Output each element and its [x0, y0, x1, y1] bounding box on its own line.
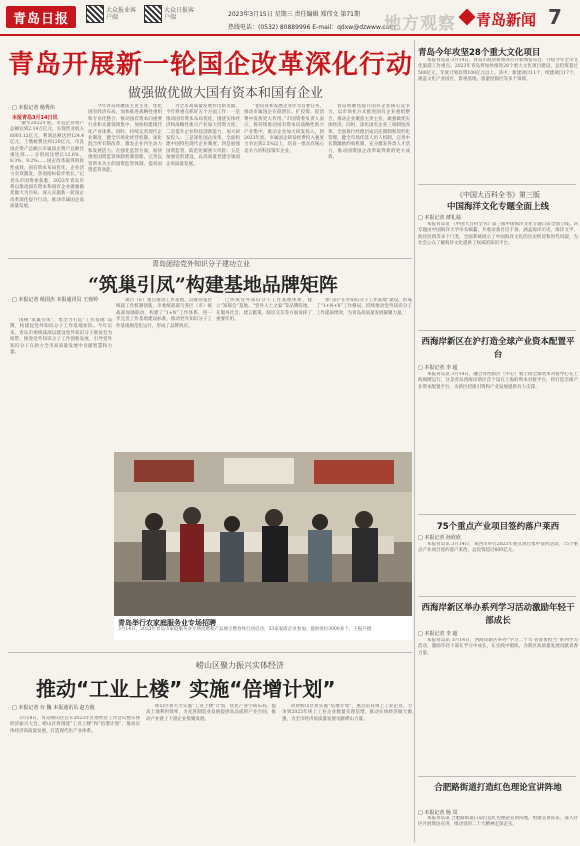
divider: [8, 652, 412, 653]
lead-dateline: 本报青岛3月14日讯: [12, 115, 58, 121]
job-fair-photo: [114, 452, 412, 616]
right-item5-byline: □ 本报记者 李 超: [418, 631, 458, 637]
divider: [418, 514, 576, 515]
right-item6-title: 合肥路街道打造红色理论宣讲阵地: [434, 783, 562, 793]
lead-subhead: 做强做优做大国有资本和国有企业: [128, 86, 324, 101]
right-item3-text: 本报青岛讯 3月14日，融合青西新区（中心）暨上海全球资本对接中心在上海揭牌运行，这是青岛西海岸新区首个设在上海的资本对接平台，将打造全球产业资本配置平台，为新区招商引资和产业发展提供有力支撑。: [418, 372, 578, 390]
story2-kicker: 青岛团结党外知识分子建功立业: [152, 260, 250, 268]
lead-byline: □ 本报记者 杨秀伟: [12, 105, 55, 111]
masthead: [0, 0, 580, 36]
right-item2-kicker: 《中国大百科全书》第三版: [456, 191, 540, 199]
divider: [418, 330, 576, 331]
right-item2-title: 中国海洋文化专题全面上线: [446, 202, 549, 212]
brand-diamond-icon: [459, 9, 476, 26]
story3-column-2: 崂山区将大力实施“工业上楼”计划，优化产业空间布局，提高土地利用效率，为先进制造业发展提供高品质的产业空间，推动产业链上下游企业集聚发展。: [146, 704, 276, 722]
right-item5-title: 西海岸新区举办系列学习活动激励年轻干部成长: [421, 603, 575, 626]
right-item4-text: 本报青岛讯 3月14日，莱西市举行2023年重点项目集中签约活动，75个重点产业项目签约落户莱西，总投资超过600亿元。: [418, 542, 578, 554]
story2-column-1: 国统“筑巢引凤”，集全力打造“工作基地”品牌，构建起党外知识分子工作基地矩阵。今年以来，青岛市委统战部以建设党外知识分子联谊会为纽带，推进党外知识分子工作创新发展，引导党外知识分子在助力全市高质量发展中贡献智慧和力量。: [10, 318, 112, 356]
section-name: 地方观察: [384, 14, 456, 34]
story2-headline: “筑巢引凤”构建基地品牌矩阵: [88, 274, 338, 296]
story2-column-2: 项目（E）重点推动工作基地，以推动基层统战工作机制创新，市委统战部与各区（市）统战部加强联动，构建了“1+N”工作体系，进一步完善工作基地建设标准，推动党外知识分子工作基地规范化运行，形成了品牌效应。: [116, 298, 212, 329]
lead-column-2: 今年青岛将聚焦主责主业，优化国有经济布局，加快推进战略性重组和专业化整合，推动国有资本向重要行业和关键领域集中，加快构建现代化产业体系。同时，持续完善现代企业制度，健全市场化经营机制，深化混合所有制改革，激发企业内生动力和发展活力。在强化监管方面，加快推进国资监管体制机制创新，完善以管资本为主的国资监管体制，提高国资监管效能。: [88, 104, 162, 174]
qr-code-icon: [144, 5, 162, 23]
story3-headline: 推动“工业上楼” 实施“倍增计划”: [36, 677, 336, 701]
job-fair-photo-illustration: [114, 452, 412, 616]
right-item5-text: 本报青岛讯 3月14日，西海岸新区举办“学习二十大·青春勇担当”系列学习活动，激励年轻干部在学习中成长，在实践中锻炼，为新区高质量发展贡献青春力量。: [418, 638, 578, 656]
right-item1-text: 本报青岛讯 3月14日，青岛市政府新闻办召开新闻发布会，介绍今年全市文化旅游工作重点。2023年青岛将加快推进28个重大文化项目建设，总投资超过500亿元，年度计划投资100亿元以上。其中，新建项目11个，续建项目17个，涵盖文化产业园区、影视基地、旅游度假区等多个领域。: [418, 58, 578, 83]
caption-text: 3月14日，2023年青岛市家庭服务业专场招聘和产品展示暨春风行动启动，33家家政企业参加，提供岗位3000多个。王振升摄: [118, 627, 372, 632]
right-item6-byline: □ 本报记者 杨 岚: [418, 810, 458, 816]
story3-column-3: 同时崂山区将实施“倍增计划”，重点培育规上工业企业，力争到2025年规上工业企业数量实现倍增，推动实体经济做大做强，为全市经济高质量发展贡献崂山力量。: [282, 704, 412, 722]
divider: [418, 596, 576, 597]
story2-byline: □ 本报记者 杨国杰 本报通讯员 王蓉婷: [12, 297, 99, 303]
right-item4-title: 75个重点产业项目签约落户莱西: [436, 522, 560, 532]
lead-headline: 青岛开展新一轮国企改革深化行动: [8, 50, 414, 80]
qr-code-icon: [86, 5, 104, 23]
story3-column-1: 3月14日，青岛崂山区召开2023年区委经济工作会议暨实体经济振兴大会。崂山区将围绕“工业上楼”和“倍增计划”，推动实体经济高质量发展，打造现代化产业体系。: [10, 716, 140, 734]
qr-label: 大众日报客户端: [164, 7, 195, 21]
divider: [418, 184, 576, 185]
right-item4-byline: □ 本报记者 孙欣欣: [418, 535, 461, 541]
contact-line: 热线电话：(0532) 80889996 E-mail：qdxw@dzwww.com: [228, 24, 396, 31]
right-item2-text: 本报青岛讯 《中国大百科全书》第三版中国海洋文化专题日前全面上线。该专题由中国海洋大学牵头编纂，共收录条目近千条，涵盖海洋历史、海洋文学、海洋民俗等多个门类，全面系统展示了中国海洋文化的历史积淀和时代风貌，为社会公众了解海洋文化提供了权威的知识平台。: [418, 222, 578, 247]
lead-column-5: 青岛将聚焦提升国有企业核心竞争力，以市场化方式推进国有企业重组整合，推动企业聚焦主责主业，做强做优实体经济。同时，深化国有企业三项制度改革，全面推行经理层成员任期制和契约化管理，健全市场化选人用人机制，完善中长期激励约束机制，充分激发各类人才活力，推动国资国企改革取得新的更大成效。: [328, 104, 410, 161]
page-number: 7: [548, 5, 562, 29]
divider: [418, 776, 576, 777]
photo-caption: [114, 616, 412, 640]
lead-column-3: 为全市高质量发展作出新贡献。今年将重点抓好五个方面工作：一是推动国有资本布局优化，围绕实体经济和战略性新兴产业加大投资力度；二是提升企业科技创新能力，加大研发投入；三是深化国企改革，全面构建中国特色现代企业制度；四是加强国资监管，防范化解重大风险；五是加强党的建设，以高质量党建引领国企高质量发展。: [166, 104, 240, 167]
right-item2-byline: □ 本报记者 薄礼福: [418, 215, 461, 221]
right-item1-title: 青岛今年攻坚28个重大文化项目: [418, 48, 541, 58]
caption-title: 青岛举行农家庭服务业专场招聘: [118, 619, 216, 627]
lead-column-1: “截至2022年底，市直企业资产总额达到2.14万亿元，实现营业收入6003.12亿元，利润总额达到124.4亿元，上缴税费达到120亿元，市直国企资产总额占市属国企资产总额比重达到……分别同比增长12.6%、8.3%、9.2%……国企改革取得阶段性成效，国有资本布局优化，企业活力有效激发，各项指标稳步增长。”记者从市国资委获悉，2023年青岛市将以推动国有资本和国有企业做强做优做大为目标，深入实施新一轮国企改革深化提升行动，推动市属国企高质量发展。: [10, 121, 84, 210]
newspaper-logo: 青岛日报: [6, 6, 76, 28]
story3-byline: □ 本报记者 台 魏 本报通讯员 赵方俊: [12, 705, 95, 711]
page-brand: 青岛新闻: [476, 11, 537, 29]
right-item6-text: 本报青岛讯 合肥路街道日前打造红色理论宣讲阵地，组建宣讲队伍，深入社区开展理论宣讲，推动党的二十大精神走深走实。: [418, 816, 578, 828]
date-line: 2023年3月15日 星期三 责任编辑 郑伟文 第71期: [228, 11, 360, 18]
right-item3-byline: □ 本报记者 李 超: [418, 365, 458, 371]
qr-label: 大众报业客户端: [106, 7, 137, 21]
story3-kicker: 崂山区聚力振兴实体经济: [196, 661, 284, 670]
column-divider: [414, 40, 415, 842]
story2-column-3: 已形成党外知识分子工作基地体系，建立“知联会”基地、“党外人士之家”等品牌阵地，在服务社会、建言献策、联谊交友等方面发挥了重要作用。: [216, 298, 312, 323]
story2-column-4: 参与的“在外知识分子工作基地”建设，形成了“1+N+X”工作格局，持续推动党外知识分子工作提质增效，为青岛高质量发展凝聚力量。: [316, 298, 412, 316]
right-item3-title: 西海岸新区在沪打造全球产业资本配置平台: [421, 337, 575, 360]
lead-column-4: “把培育和发展企业作为首要任务，推动市属国企在稳增长、扩投资、促消费中发挥更大作用。”市国资委负责人表示，将持续推动国有资本向战略性新兴产业集中，推动企业加大研发投入，到2023年底，市属国企研发经费投入强度力争达到2.5%以上，培育一批具有核心竞争力的科技领军企业。: [244, 104, 324, 154]
